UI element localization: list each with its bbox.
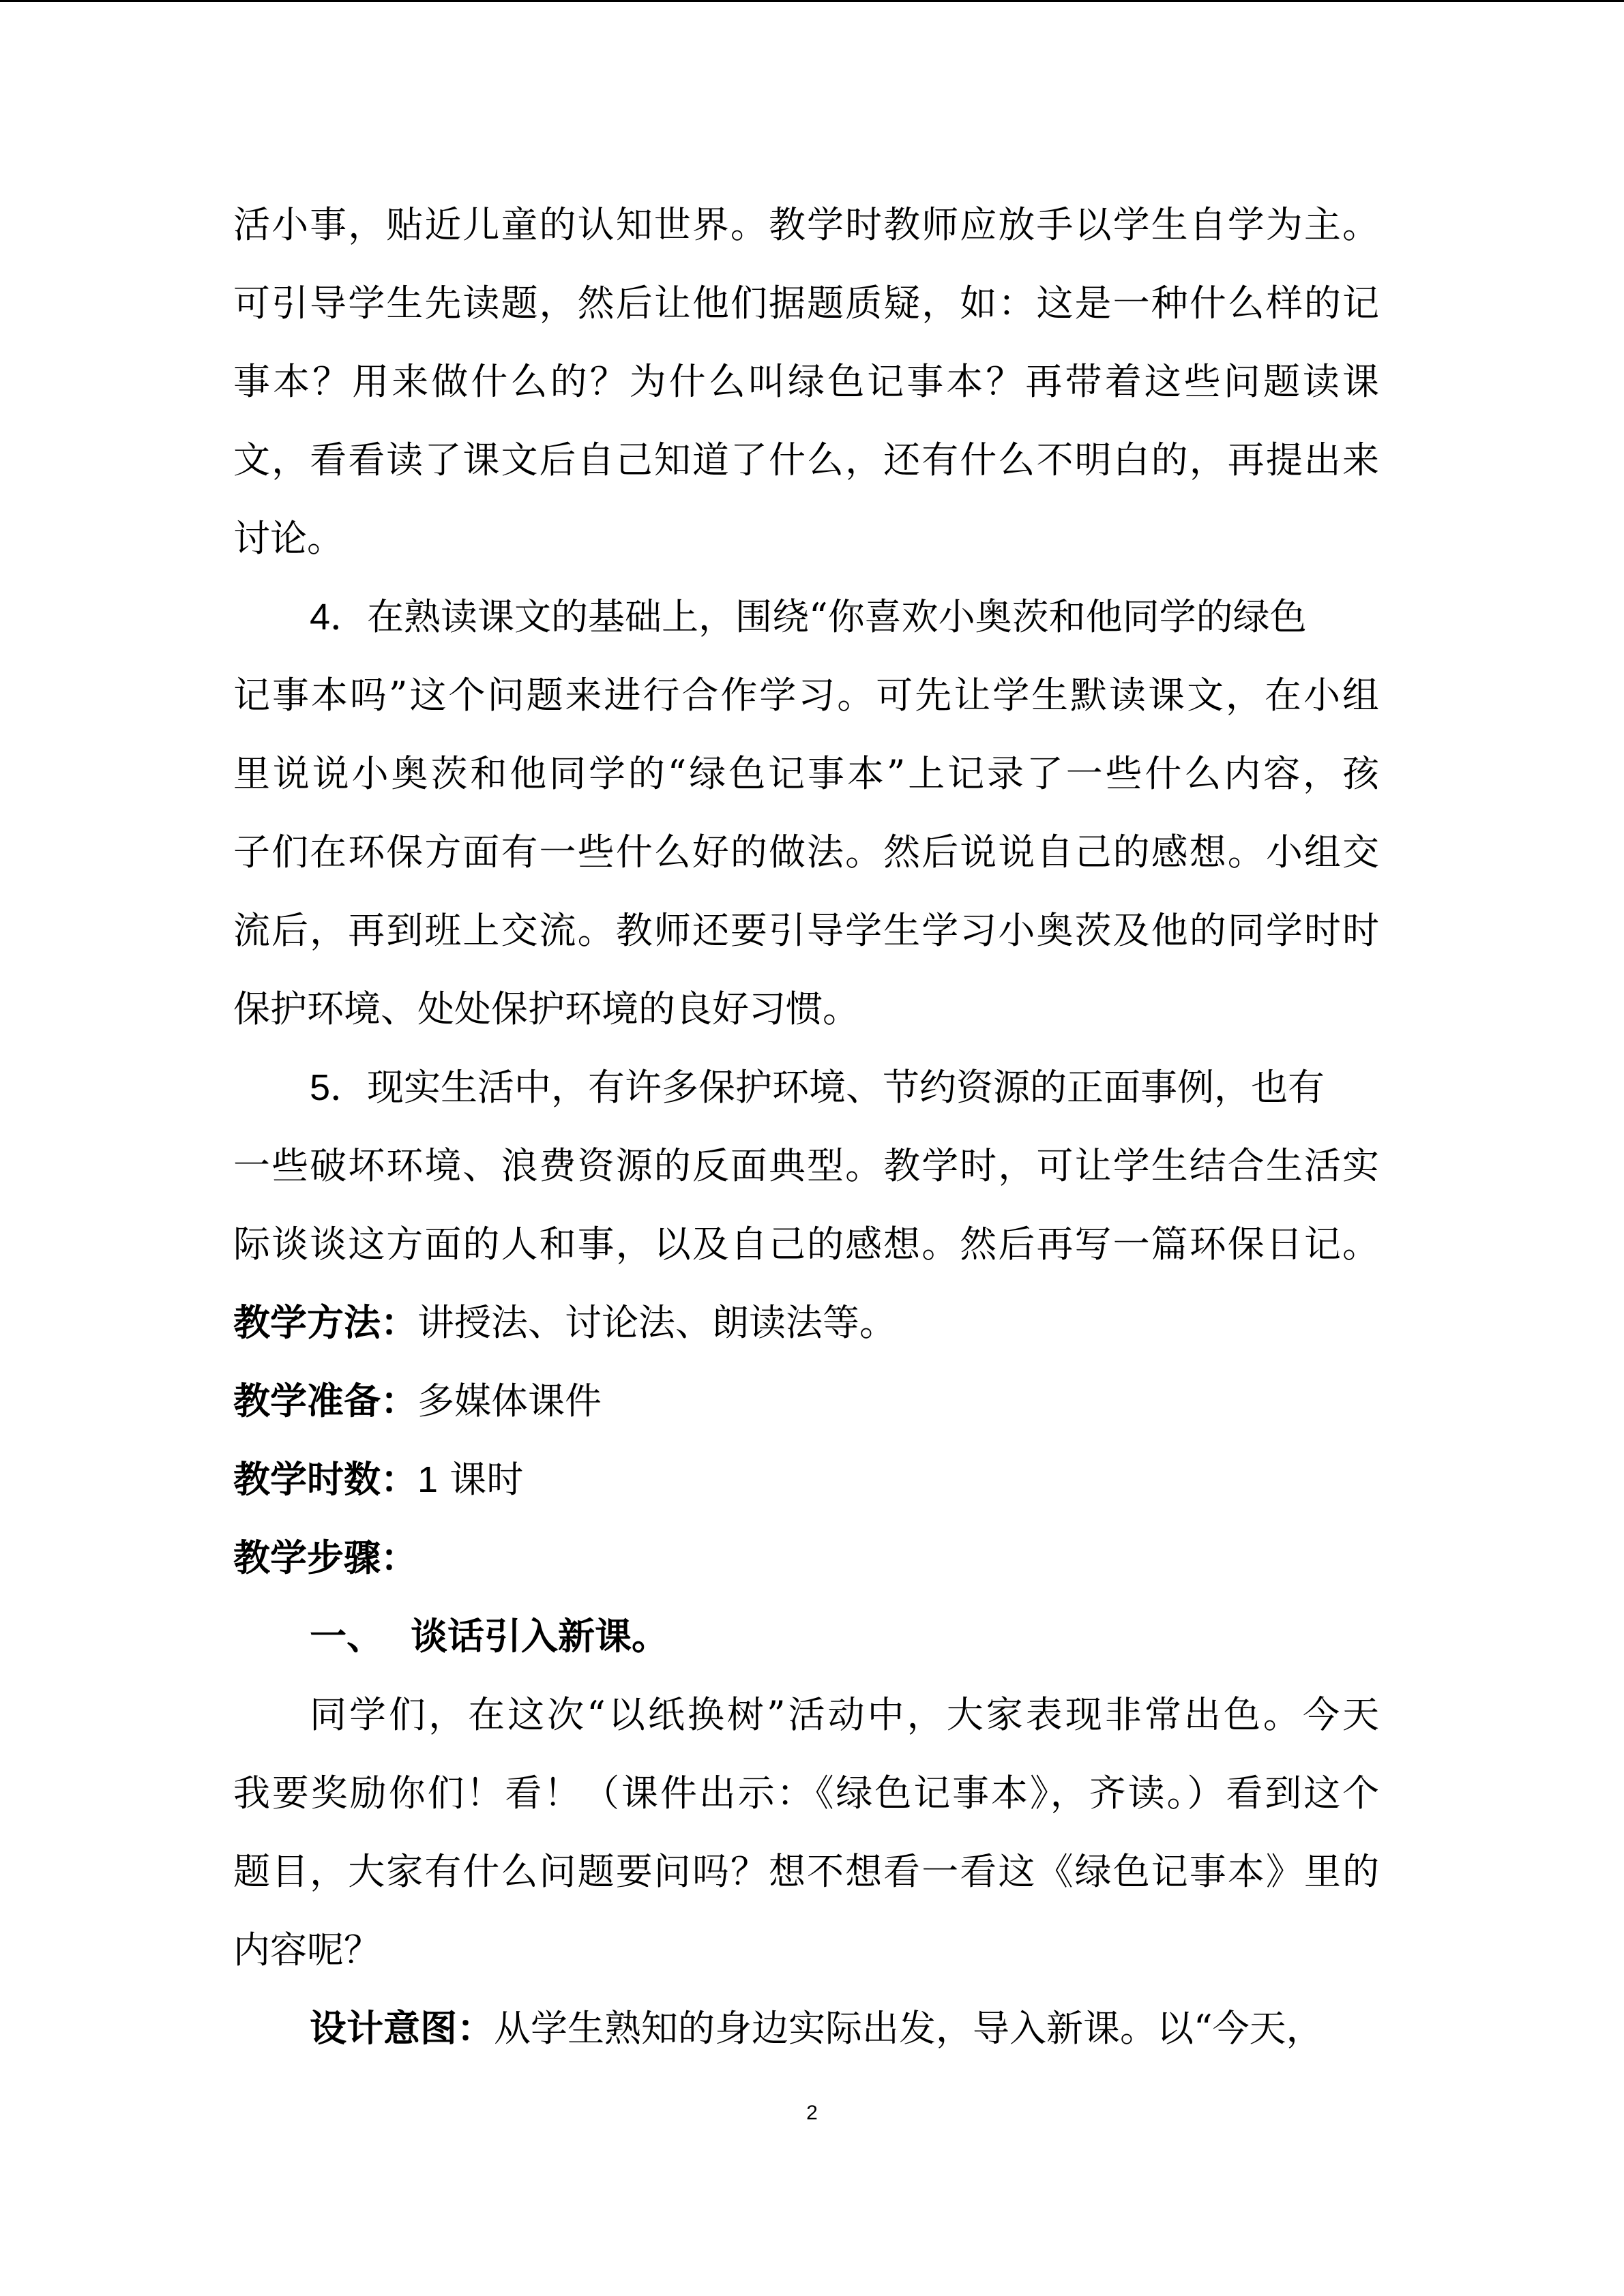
design-intent-value: 从学生熟知的身边实际出发，导入新课。以“今天， [494,2007,1323,2050]
item-number: 4． [310,597,368,638]
text-line: 流后，再到班上交流。教师还要引导学生学习小奥茨及他的同学时时 [233,909,1379,952]
text-line: 文，看看读了课文后自己知道了什么，还有什么不明白的，再提出来 [233,438,1379,481]
teaching-hours [233,1440,1379,1519]
text-line: 一些破坏环境、浪费资源的反面典型。教学时，可让学生结合生活实 [233,1144,1379,1187]
text-line: 我要奖励你们！看！（课件出示：《绿色记事本》，齐读。）看到这个 [233,1772,1379,1815]
text-line: 记事本吗”这个问题来进行合作学习。可先让学生默读课文，在小组 [233,674,1379,717]
section-heading [233,1597,1379,1675]
document-page [233,185,1379,2068]
text-line: 活小事，贴近儿童的认知世界。教学时教师应放手以学生自学为主。 [233,203,1379,246]
text-line: 保护环境、处处保护环境的良好习惯。 [233,987,859,1030]
numbered-item-4 [233,578,1379,656]
text-line: 内容呢？ [233,1928,381,1971]
item-number: 5． [310,1067,368,1108]
text-line: 里说说小奥茨和他同学的“绿色记事本”上记录了一些什么内容，孩 [233,752,1379,795]
teaching-method-label: 教学方法： [233,1300,417,1344]
teaching-hours-number: 1 [417,1459,439,1500]
item-text: 现实生活中，有许多保护环境、节约资源的正面事例，也有 [367,1066,1325,1109]
design-intent-label: 设计意图： [310,2006,494,2050]
section-marker: 一、 [310,1614,383,1658]
page-number: 2 [806,2102,818,2124]
text-line: 事本？用来做什么的？为什么叫绿色记事本？再带着这些问题读课 [233,360,1379,403]
teaching-preparation [233,1362,1379,1440]
teaching-preparation-value: 多媒体课件 [417,1380,602,1422]
top-border-line [0,0,1624,2]
item-text: 在熟读课文的基础上，围绕“你喜欢小奥茨和他同学的绿色 [367,595,1307,638]
teaching-method [233,1283,1379,1362]
text-line: 题目，大家有什么问题要问吗？想不想看一看这《绿色记事本》里的 [233,1850,1379,1893]
teaching-hours-label: 教学时数： [233,1457,417,1501]
text-line: 际谈谈这方面的人和事，以及自己的感想。然后再写一篇环保日记。 [233,1223,1379,1266]
text-line: 子们在环保方面有一些什么好的做法。然后说说自己的感想。小组交 [233,831,1379,874]
teaching-method-value: 讲授法、讨论法、朗读法等。 [417,1301,896,1344]
teaching-hours-unit: 课时 [438,1458,524,1501]
section-title: 谈话引入新课。 [411,1614,668,1658]
numbered-item-5 [233,1048,1379,1127]
text-line: 可引导学生先读题，然后让他们据题质疑，如：这是一种什么样的记 [233,282,1379,325]
design-intent [233,1989,1379,2068]
teaching-steps-label: 教学步骤： [233,1536,417,1579]
text-line: 讨论。 [233,517,344,560]
text-line: 同学们，在这次“以纸换树”活动中，大家表现非常出色。今天 [310,1693,1379,1736]
teaching-preparation-label: 教学准备： [233,1379,417,1422]
